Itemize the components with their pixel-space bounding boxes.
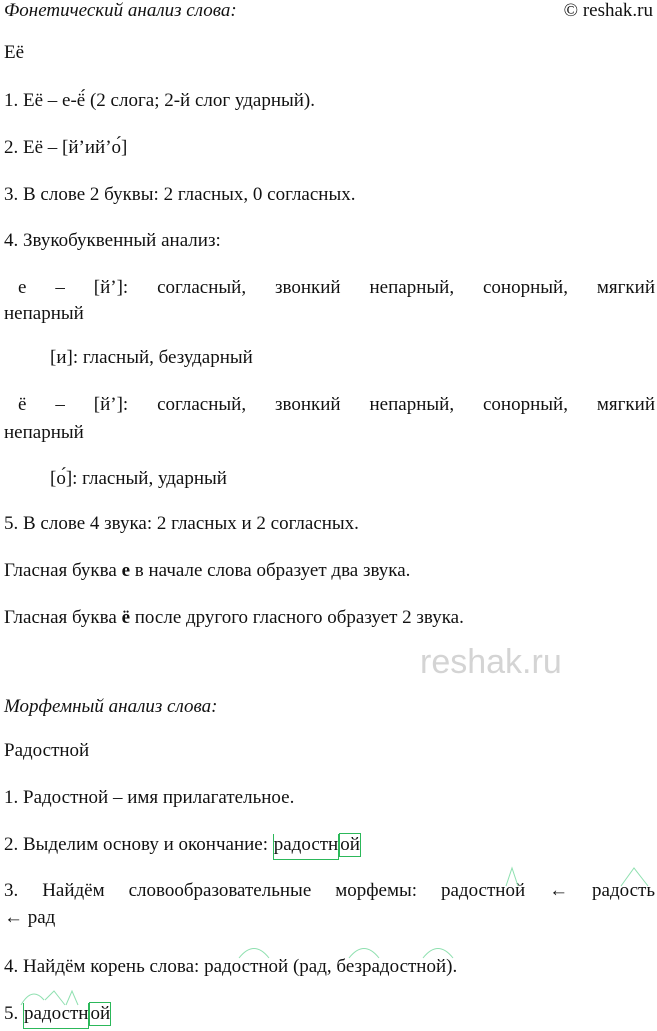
line-5: 5. В слове 4 звука: 2 гласных и 2 согласных. — [4, 513, 359, 534]
suffix-mark — [620, 866, 650, 888]
analysis-yo-cont: непарный — [4, 422, 84, 443]
line-1: 1. Её – е-ё́ (2 слога; 2-й слог ударный). — [4, 90, 316, 111]
root-arc — [238, 945, 270, 959]
analysis-yo: ё – [й’]: согласный, звонкий непарный, сонорный, мягкий — [18, 394, 655, 415]
morph-line-5: 5. радостн ой — [4, 1002, 111, 1029]
phonetic-word: Её — [4, 42, 25, 63]
ending-mark: ой — [340, 834, 360, 855]
morph-word: Радостной — [4, 740, 90, 761]
ending-mark: ой — [90, 1003, 111, 1024]
morph-line-4: 4. Найдём корень слова: радостной (рад, безрадостной). — [4, 956, 458, 977]
analysis-e-cont: непарный — [4, 303, 84, 324]
root-arc — [422, 945, 454, 959]
morpheme-arcs — [20, 990, 100, 1006]
root-arc — [348, 945, 380, 959]
watermark: reshak.ru — [420, 643, 562, 681]
line-3: 3. В слове 2 буквы: 2 гласных, 0 согласных. — [4, 184, 356, 205]
morph-line-2: 2. Выделим основу и окончание: радостн ой — [4, 833, 361, 860]
stem-mark: радостн — [273, 834, 339, 860]
line-2: 2. Её – [й’ий’о́] — [4, 137, 128, 158]
analysis-o: [о́]: гласный, ударный — [50, 468, 227, 489]
morph-title: Морфемный анализ слова: — [4, 696, 218, 717]
note-e: Гласная буква е в начале слова образует два звука. — [4, 560, 411, 581]
line-4: 4. Звукобуквенный анализ: — [4, 230, 221, 251]
suffix-mark — [505, 866, 519, 888]
analysis-i: [и]: гласный, безударный — [50, 347, 253, 368]
phonetic-title: Фонетический анализ слова: — [4, 0, 237, 21]
note-yo: Гласная буква ё после другого гласного образует 2 звука. — [4, 607, 464, 628]
stem-mark: радостн — [23, 1003, 89, 1029]
morph-line-3-cont: ← рад — [4, 907, 56, 928]
analysis-e: е – [й’]: согласный, звонкий непарный, сонорный, мягкий — [18, 277, 655, 298]
morph-line-3: 3. Найдём словообразовательные морфемы: радостной ← радость — [4, 880, 655, 901]
copyright: © reshak.ru — [563, 0, 653, 21]
morph-line-1: 1. Радостной – имя прилагательное. — [4, 787, 295, 808]
